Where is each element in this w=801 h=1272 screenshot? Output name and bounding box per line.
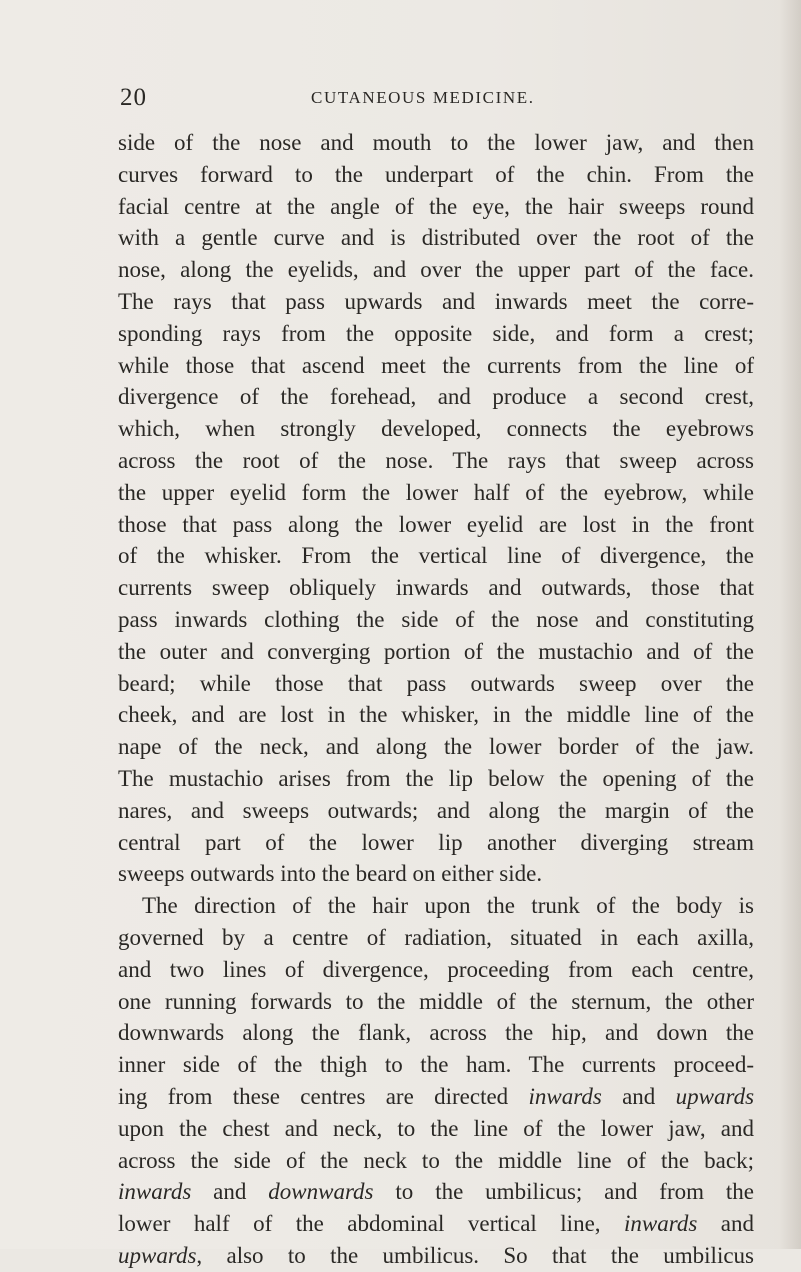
text-line: nose, along the eyelids, and over the upper part of the face.	[118, 257, 754, 283]
text-line: downwards along the flank, across the hip, and down the	[118, 1020, 754, 1046]
text-line: nape of the neck, and along the lower border of the jaw.	[118, 734, 754, 760]
text-line: central part of the lower lip another diverging stream	[118, 829, 754, 855]
text-line: while those that ascend meet the currents from the line of	[118, 352, 754, 378]
text-line: inner side of the thigh to the ham. The currents proceed-	[118, 1052, 754, 1078]
text-line: curves forward to the underpart of the chin. From the	[118, 161, 754, 187]
text-line: sweeps outwards into the beard on either side.	[118, 861, 543, 887]
text-line: those that pass along the lower eyelid are lost in the front	[118, 511, 754, 537]
text-line: which, when strongly developed, connects the eyebrows	[118, 416, 754, 442]
text-line: lower half of the abdominal vertical line, inwards and	[118, 1211, 754, 1237]
text-line: nares, and sweeps outwards; and along the margin of the	[118, 797, 754, 823]
text-line: one running forwards to the middle of the sternum, the other	[118, 988, 754, 1014]
text-line: The rays that pass upwards and inwards meet the corre-	[118, 288, 754, 314]
text-line: inwards and downwards to the umbilicus; and from the	[118, 1179, 754, 1205]
text-line: pass inwards clothing the side of the nose and constituting	[118, 606, 754, 632]
text-line: divergence of the forehead, and produce a second crest,	[118, 384, 754, 410]
text-line: The direction of the hair upon the trunk of the body is	[142, 893, 754, 919]
body-text	[118, 127, 754, 1272]
text-line: side of the nose and mouth to the lower jaw, and then	[118, 130, 754, 155]
text-line: the outer and converging portion of the mustachio and of the	[118, 638, 754, 664]
running-title: CUTANEOUS MEDICINE.	[311, 88, 535, 107]
text-line: of the whisker. From the vertical line of divergence, the	[118, 543, 754, 569]
text-line: cheek, and are lost in the whisker, in the middle line of the	[118, 702, 754, 728]
page-number: 20	[120, 84, 147, 111]
text-line: with a gentle curve and is distributed over the root of the	[118, 225, 754, 251]
running-head	[120, 84, 740, 114]
text-line: ing from these centres are directed inwards and upwards	[118, 1083, 755, 1109]
text-line: the upper eyelid form the lower half of the eyebrow, while	[118, 479, 754, 505]
text-line: currents sweep obliquely inwards and outwards, those that	[118, 575, 754, 601]
text-line: beard; while those that pass outwards sweep over the	[118, 670, 754, 696]
text-line: and two lines of divergence, proceeding from each centre,	[118, 956, 754, 982]
text-line: The mustachio arises from the lip below the opening of the	[118, 765, 754, 791]
text-line: facial centre at the angle of the eye, the hair sweeps round	[118, 193, 754, 219]
text-line: sponding rays from the opposite side, and form a crest;	[118, 320, 754, 346]
text-line: upwards, also to the umbilicus. So that the umbilicus	[118, 1242, 754, 1268]
text-line: upon the chest and neck, to the line of the lower jaw, and	[118, 1115, 754, 1141]
text-line: governed by a centre of radiation, situated in each axilla,	[118, 924, 754, 950]
text-line: across the side of the neck to the middle line of the back;	[118, 1147, 754, 1173]
text-line: across the root of the nose. The rays that sweep across	[118, 447, 754, 473]
page-edge-shadow	[779, 0, 801, 1249]
